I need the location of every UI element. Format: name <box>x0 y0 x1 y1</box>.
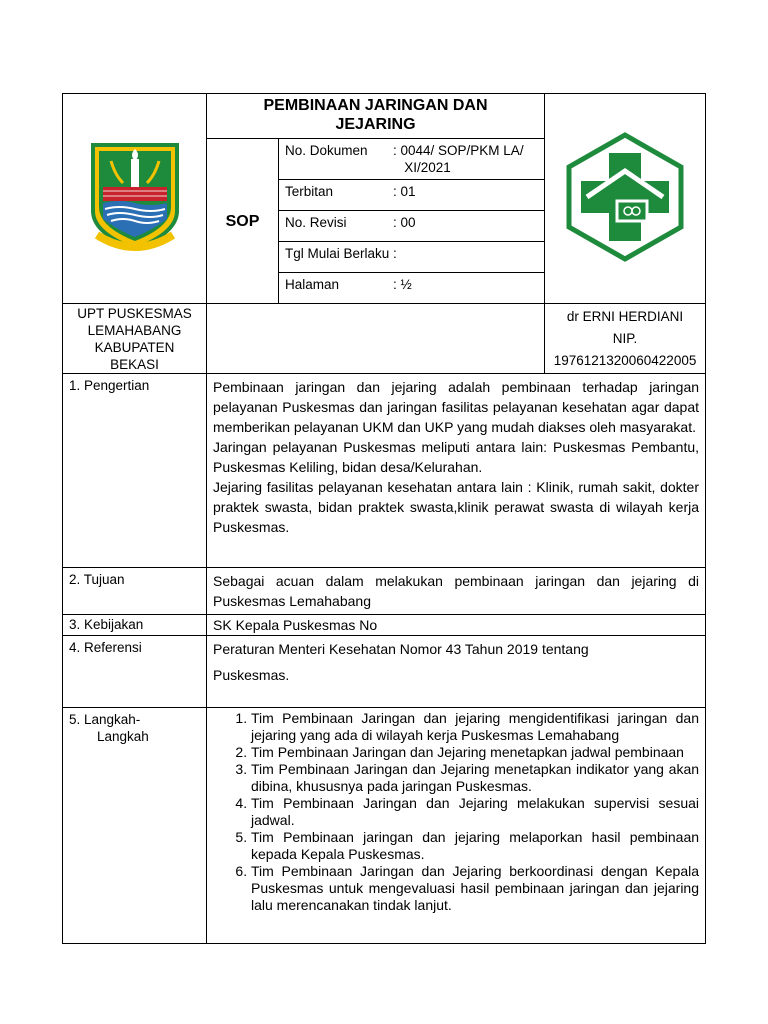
section-label-langkah: 5. Langkah- Langkah <box>63 708 207 944</box>
section-body-tujuan: Sebagai acuan dalam melakukan pembinaan jaringan dan jejaring di Puskesmas Lemahabang <box>207 568 706 615</box>
title-line-2: JEJARING <box>335 116 416 133</box>
regency-seal-cell <box>63 94 207 304</box>
signer-nip-label: NIP. <box>612 331 638 346</box>
meta-no-revisi: No. Revisi : 00 <box>279 211 545 242</box>
document-title <box>207 94 545 139</box>
sop-label: SOP <box>207 139 279 304</box>
bekasi-regency-seal-icon <box>89 141 181 253</box>
langkah-list <box>211 710 699 914</box>
list-item: 6. Tim Pembinaan Jaringan dan Jejaring berkoordinasi dengan Kepala Puskesmas untuk mengevaluasi hasil pembinaan jaringan dan jejaring lalu merencanakan tindak lanjut. <box>251 863 699 914</box>
section-label-pengertian: 1. Pengertian <box>63 374 207 568</box>
puskesmas-cross-logo-icon <box>559 131 691 263</box>
list-item: 2. Tim Pembinaan Jaringan dan Jejaring menetapkan jadwal pembinaan <box>251 744 699 761</box>
list-item: 4. Tim Pembinaan Jaringan dan Jejaring melakukan supervisi sesuai jadwal. <box>251 795 699 829</box>
list-item: 1. Tim Pembinaan Jaringan dan jejaring mengidentifikasi jaringan dan jejaring yang ada di wilayah kerja Puskesmas Lemahabang <box>251 710 699 744</box>
meta-terbitan: Terbitan : 01 <box>279 180 545 211</box>
meta-halaman: Halaman : ½ <box>279 273 545 304</box>
section-body-kebijakan: SK Kepala Puskesmas No <box>207 615 706 636</box>
organization-name: UPT PUSKESMAS LEMAHABANG KABUPATEN BEKASI <box>63 304 207 374</box>
puskesmas-logo-cell <box>545 94 706 304</box>
signer-nip: 197612132006042200​5 <box>553 353 697 368</box>
section-body-langkah <box>207 708 706 944</box>
section-label-tujuan: 2. Tujuan <box>63 568 207 615</box>
sop-table <box>62 93 706 944</box>
section-body-pengertian: Pembinaan jaringan dan jejaring adalah pembinaan terhadap jaringan pelayanan Puskesmas dan jaringan fasilitas pelayanan kesehatan agar dapat memberikan pelayanan UKM dan UKP yang mudah diakses oleh masyarakat. Jaringan pelayanan Puskesmas meliputi antara lain: Puskesmas Pembantu, Puskesmas Keliling, bidan desa/Kelurahan. Jejaring fasilitas pelayanan kesehatan antara lain : Klinik, rumah sakit, dokter praktek swasta, bidan praktek swasta,klinik perawat swasta di wilayah kerja Puskesmas. <box>207 374 706 568</box>
meta-no-dokumen: No. Dokumen : 0044/ SOP/PKM LA/ XI/2021 <box>279 139 545 180</box>
section-body-referensi: Peraturan Menteri Kesehatan Nomor 43 Tahun 2019 tentang Puskesmas. <box>207 636 706 708</box>
meta-tgl-mulai: Tgl Mulai Berlaku : <box>279 242 545 273</box>
sop-document <box>62 93 705 944</box>
blank-cell <box>207 304 545 374</box>
section-label-kebijakan: 3. Kebijakan <box>63 615 207 636</box>
list-item: 5. Tim Pembinaan jaringan dan jejaring melaporkan hasil pembinaan kepada Kepala Puskesmas. <box>251 829 699 863</box>
title-line-1: PEMBINAAN JARINGAN DAN <box>263 97 488 114</box>
signer-block <box>545 304 706 374</box>
section-label-referensi: 4. Referensi <box>63 636 207 708</box>
signer-name: dr ERNI HERDIANI <box>566 309 684 324</box>
list-item: 3. Tim Pembinaan Jaringan dan Jejaring menetapkan indikator yang akan dibina, khususnya pada jaringan Puskesmas. <box>251 761 699 795</box>
